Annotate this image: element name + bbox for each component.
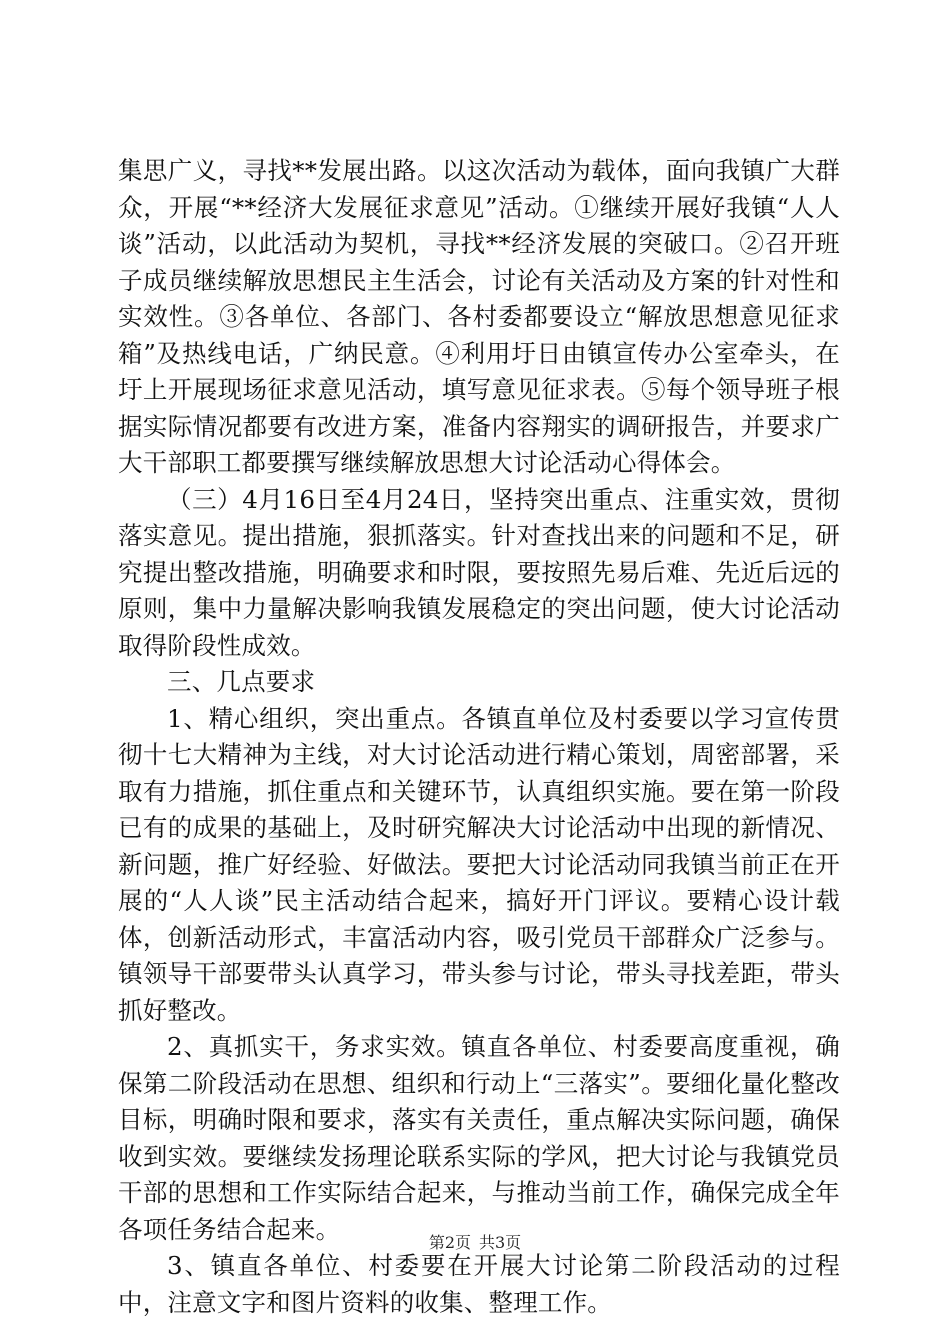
paragraph-requirement-3: 3、镇直各单位、村委要在开展大讨论第二阶段活动的过程中，注意文字和图片资料的收集、整理工作。 bbox=[118, 1251, 840, 1317]
document-body bbox=[118, 153, 840, 1321]
paragraph-requirement-1: 1、精心组织，突出重点。各镇直单位及村委要以学习宣传贯彻十七大精神为主线，对大讨论活动进行精心策划，周密部署，采取有力措施，抓住重点和关键环节，认真组织实施。要在第一阶段已有的成果的基础上，及时研究解决大讨论活动中出现的新情况、新问题，推广好经验、好做法。要把大讨论活动同我镇当前正在开展的“人人谈”民主活动结合起来，搞好开门评议。要精心设计载体，创新活动形式，丰富活动内容，吸引党员干部群众广泛参与。镇领导干部要带头认真学习，带头参与讨论，带头寻找差距，带头抓好整改。 bbox=[118, 703, 840, 1025]
page-footer bbox=[0, 1233, 950, 1253]
page-number-current: 第2页 bbox=[428, 1233, 471, 1252]
paragraph-requirement-2: 2、真抓实干，务求实效。镇直各单位、村委要高度重视，确保第二阶段活动在思想、组织和行动上“三落实”。要细化量化整改目标，明确时限和要求，落实有关责任，重点解决实际问题，确保收到实效。要继续发扬理论联系实际的学风，把大讨论与我镇党员干部的思想和工作实际结合起来，与推动当前工作，确保完成全年各项任务结合起来。 bbox=[118, 1032, 840, 1244]
paragraph-continuation: 集思广义，寻找**发展出路。以这次活动为载体，面向我镇广大群众，开展“**经济大发展征求意见”活动。①继续开展好我镇“人人谈”活动，以此活动为契机，寻找**经济发展的突破口。②召开班子成员继续解放思想民主生活会，讨论有关活动及方案的针对性和实效性。③各单位、各部门、各村委都要设立“解放思想意见征求箱”及热线电话，广纳民意。④利用圩日由镇宣传办公室牵头，在圩上开展现场征求意见活动，填写意见征求表。⑤每个领导班子根据实际情况都要有改进方案，准备内容翔实的调研报告，并要求广大干部职工都要撰写继续解放思想大讨论活动心得体会。 bbox=[118, 156, 840, 477]
paragraph-stage-three: （三）4月16日至4月24日，坚持突出重点、注重实效，贯彻落实意见。提出措施，狠抓落实。针对查找出来的问题和不足，研究提出整改措施，明确要求和时限，要按照先易后难、先近后远的原则，集中力量解决影响我镇发展稳定的突出问题，使大讨论活动取得阶段性成效。 bbox=[118, 484, 840, 660]
page-number-total: 共3页 bbox=[479, 1233, 522, 1252]
section-heading-requirements: 三、几点要求 bbox=[167, 667, 316, 696]
